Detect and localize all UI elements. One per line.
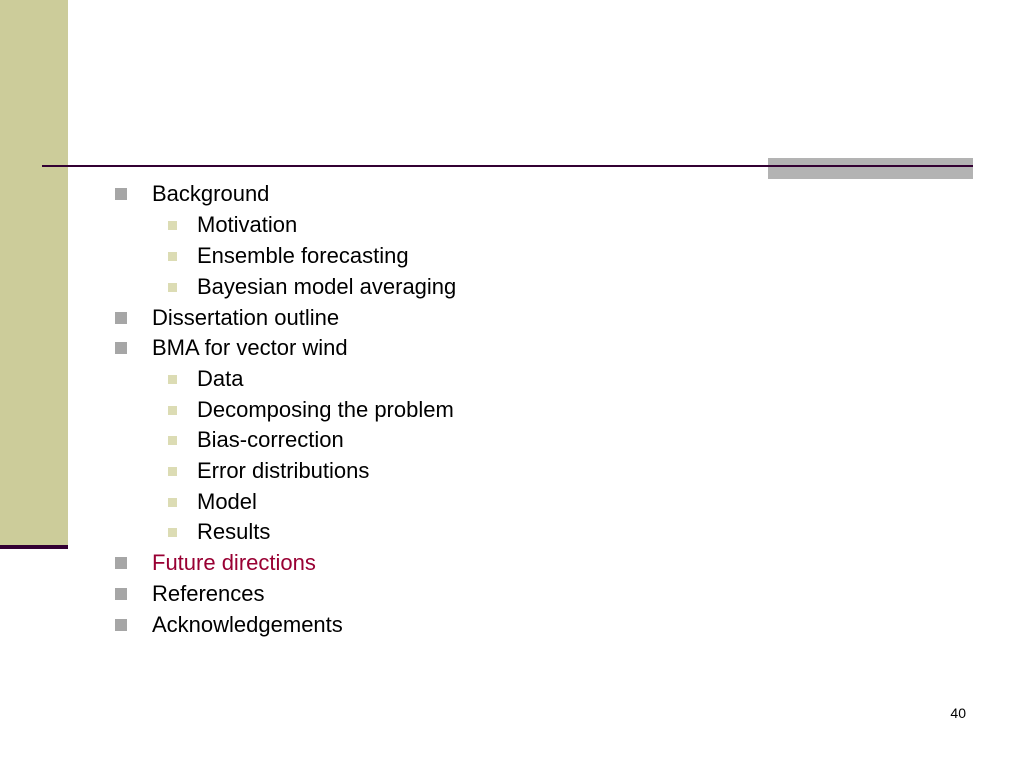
outline-item-label: Background <box>152 181 270 206</box>
outline-item-label: Data <box>197 366 244 391</box>
outline-item-label: Bias-correction <box>197 427 344 452</box>
outline-item-label: Error distributions <box>197 458 370 483</box>
outline-subitem-decomposing <box>197 398 454 422</box>
outline-item-label: Model <box>197 489 257 514</box>
outline-item-label: Acknowledgements <box>152 612 343 637</box>
square-bullet-icon <box>115 588 127 600</box>
outline-item-acknowledgements <box>152 613 343 637</box>
outline-item-label: Results <box>197 519 271 544</box>
outline-item-label: Future directions <box>152 550 316 575</box>
outline-item-bma-vector-wind <box>152 336 348 360</box>
outline-subitem-data <box>197 367 243 391</box>
outline-item-future-directions <box>152 551 316 575</box>
square-bullet-icon <box>168 283 177 292</box>
page-number: 40 <box>950 705 966 721</box>
square-bullet-icon <box>168 221 177 230</box>
outline-subitem-motivation <box>197 213 297 237</box>
outline-subitem-bayesian-model-averaging <box>197 275 456 299</box>
outline-item-label: References <box>152 581 265 606</box>
outline-subitem-model <box>197 490 257 514</box>
square-bullet-icon <box>168 375 177 384</box>
outline-subitem-ensemble-forecasting <box>197 244 409 268</box>
outline-item-dissertation-outline <box>152 306 339 330</box>
square-bullet-icon <box>168 406 177 415</box>
square-bullet-icon <box>115 557 127 569</box>
square-bullet-icon <box>115 188 127 200</box>
outline-item-label: Motivation <box>197 212 298 237</box>
outline-item-label: BMA for vector wind <box>152 335 348 360</box>
outline-item-background <box>152 182 269 206</box>
outline-item-label: Dissertation outline <box>152 305 340 330</box>
square-bullet-icon <box>115 342 127 354</box>
outline-subitem-results <box>197 520 270 544</box>
square-bullet-icon <box>168 528 177 537</box>
square-bullet-icon <box>168 252 177 261</box>
square-bullet-icon <box>168 436 177 445</box>
outline-subitem-error-distributions <box>197 459 369 483</box>
outline-item-label: Ensemble forecasting <box>197 243 409 268</box>
square-bullet-icon <box>115 619 127 631</box>
square-bullet-icon <box>168 498 177 507</box>
outline-item-references <box>152 582 265 606</box>
square-bullet-icon <box>168 467 177 476</box>
outline-subitem-bias-correction <box>197 428 344 452</box>
outline-item-label: Decomposing the problem <box>197 397 454 422</box>
square-bullet-icon <box>115 312 127 324</box>
outline-item-label: Bayesian model averaging <box>197 274 457 299</box>
